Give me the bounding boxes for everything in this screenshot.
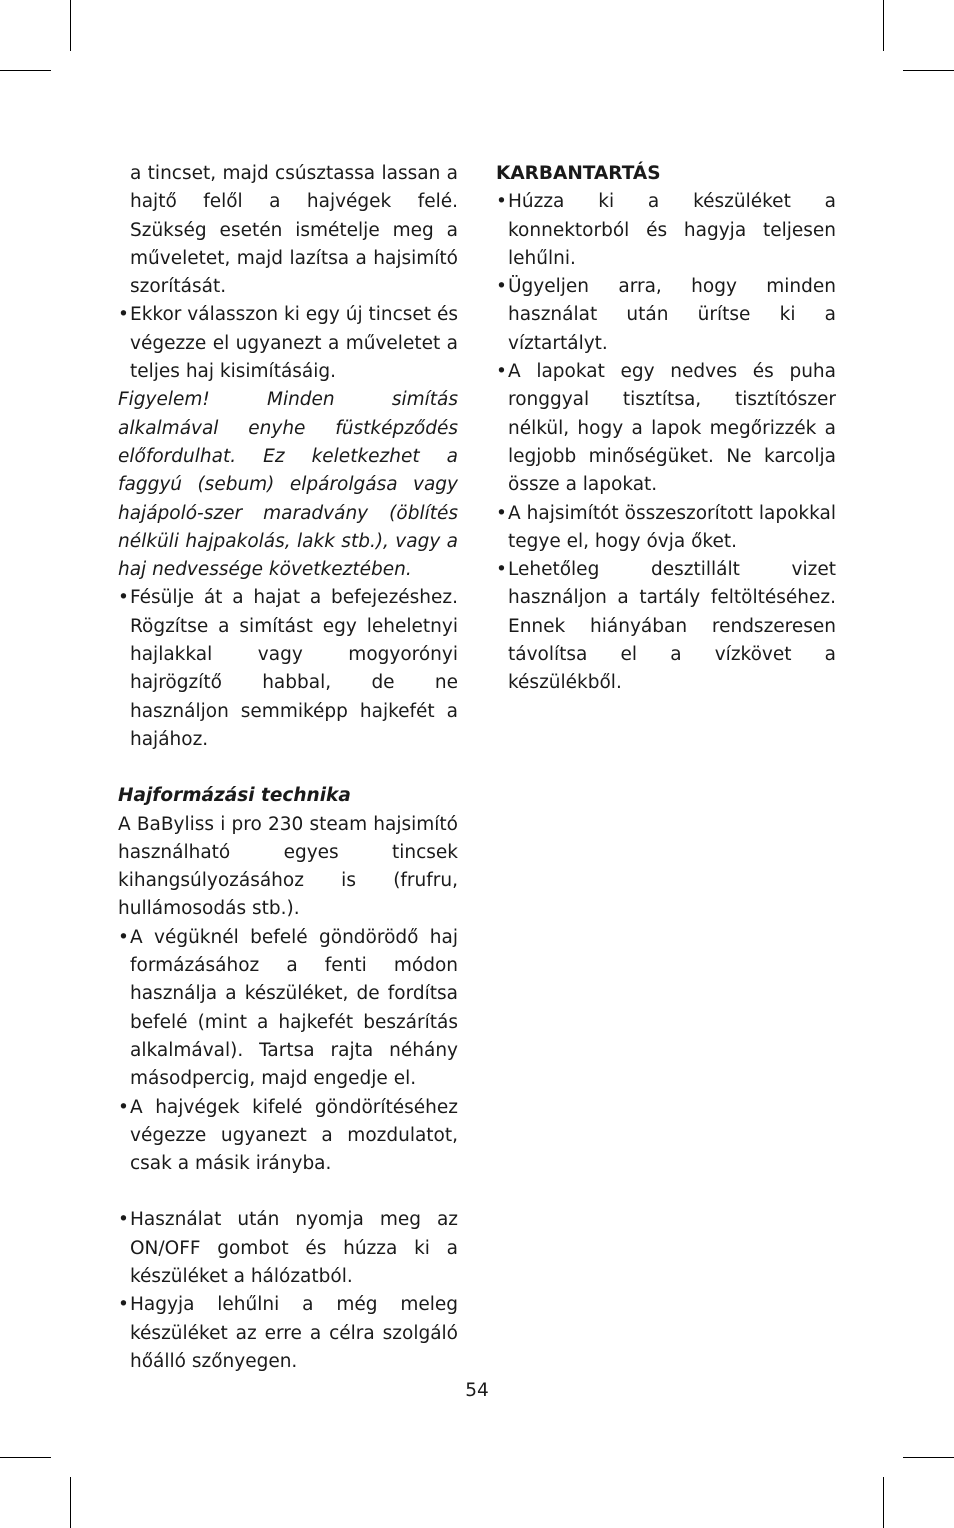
crop-mark-bottom-right-h	[903, 1457, 954, 1458]
crop-mark-bottom-left-h	[0, 1457, 51, 1458]
maintenance-item: • Lehetőleg desztillált vizet használjon a tartály feltöltéséhez. Ennek hiányában rendszeresen távolítsa el a vízkövet a készülékből.	[496, 556, 836, 697]
maintenance-item: • A hajsimítót összeszorított lapokkal tegye el, hogy óvja őket.	[496, 500, 836, 557]
crop-mark-bottom-left-v	[70, 1477, 71, 1528]
crop-mark-top-left-h	[0, 70, 51, 71]
bullet-item: • Használat után nyomja meg az ON/OFF gombot és húzza ki a készüléket a hálózatból.	[118, 1206, 458, 1291]
left-column	[118, 160, 458, 1376]
bullet-item: • Ekkor válasszon ki egy új tincset és végezze el ugyanezt a műveletet a teljes haj kisimításáig.	[118, 301, 458, 386]
crop-mark-top-left-v	[70, 0, 71, 51]
crop-mark-top-right-v	[883, 0, 884, 51]
bullet-item: • A hajvégek kifelé göndörítéséhez végezze ugyanezt a mozdulatot, csak a másik irányba.	[118, 1094, 458, 1179]
warning-note: Figyelem! Minden simítás alkalmával enyhe füstképződés előfordulhat. Ez keletkezhet a faggyú (sebum) elpárolgása vagy hajápoló-szer maradvány (öblítés nélküli hajpakolás, lakk stb.), vagy a haj nedvessége következtében.	[118, 389, 458, 581]
maintenance-heading: KARBANTARTÁS	[496, 163, 661, 184]
spacer	[118, 1178, 458, 1206]
right-column	[496, 160, 836, 698]
bullet-item: • Hagyja lehűlni a még meleg készüléket az erre a célra szolgáló hőálló szőnyegen.	[118, 1291, 458, 1376]
crop-mark-top-right-h	[903, 70, 954, 71]
maintenance-item: • Ügyeljen arra, hogy minden használat után ürítse ki a víztartályt.	[496, 273, 836, 358]
maintenance-item: • Húzza ki a készüléket a konnektorból és hagyja teljesen lehűlni.	[496, 188, 836, 273]
maintenance-item: • A lapokat egy nedves és puha ronggyal tisztítsa, tisztítószer nélkül, hogy a lapok megőrizzék a legjobb minőségüket. Ne karcolja össze a lapokat.	[496, 358, 836, 499]
spacer	[118, 754, 458, 782]
bullet-item: • A végüknél befelé göndörödő haj formázásához a fenti módon használja a készüléket, de fordítsa befelé (mint a hajkefét beszárítás alkalmával). Tartsa rajta néhány másodpercig, majd engedje el.	[118, 924, 458, 1094]
crop-mark-bottom-right-v	[883, 1477, 884, 1528]
section-heading: Hajformázási technika	[118, 785, 351, 807]
intro-paragraph: A BaByliss i pro 230 steam hajsimító használható egyes tincsek kihangsúlyozásához is (frufru, hullámosodás stb.).	[118, 813, 458, 920]
continued-bullet-text: a tincset, majd csúsztassa lassan a hajtő felől a hajvégek felé. Szükség esetén ismételje meg a műveletet, majd lazítsa a hajsimító szorítását.	[130, 163, 458, 298]
page-number: 54	[465, 1380, 489, 1401]
bullet-item: • Fésülje át a hajat a befejezéshez. Rögzítse a simítást egy leheletnyi hajlakkal vagy mogyorónyi hajrögzítő habbal, de ne használjon semmiképp hajkefét a hajához.	[118, 584, 458, 754]
